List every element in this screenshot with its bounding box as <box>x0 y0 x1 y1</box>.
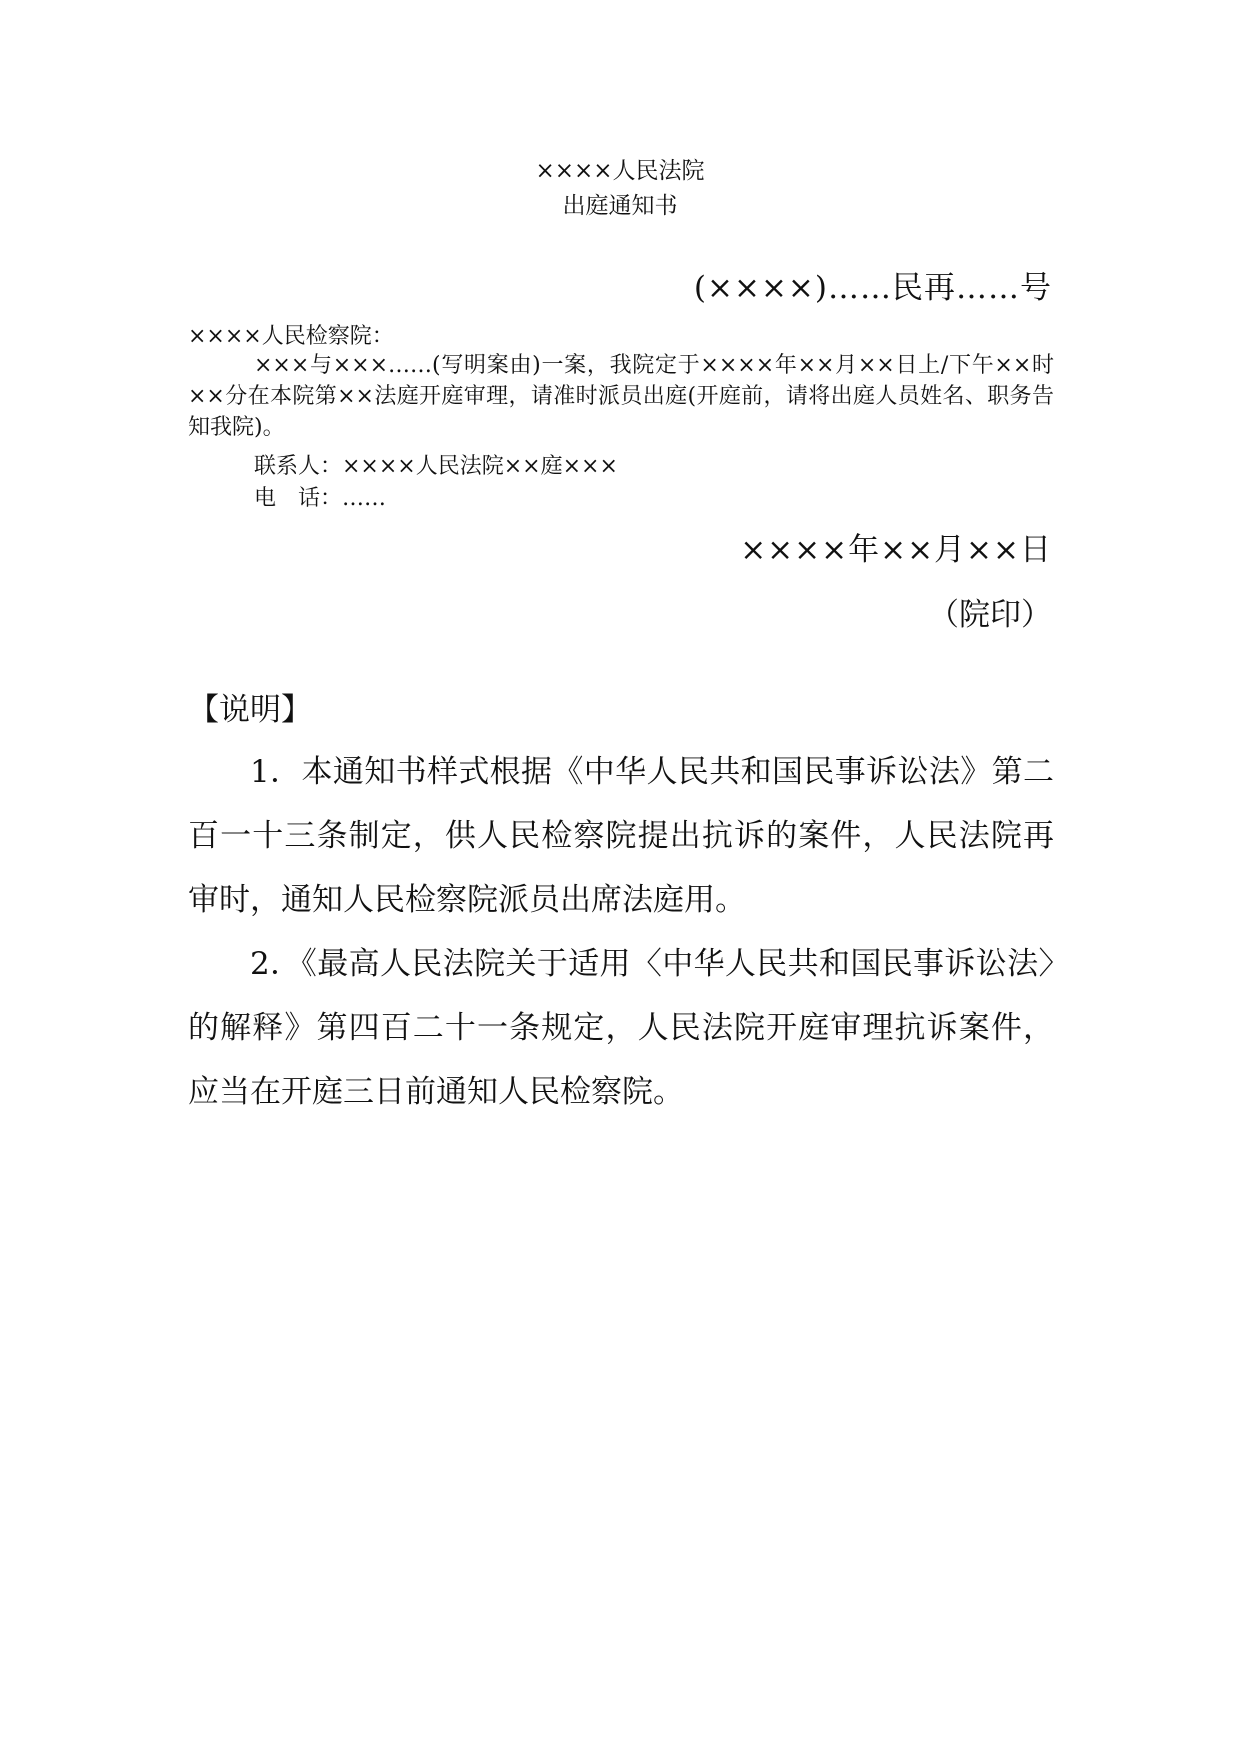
court-seal-placeholder: （院印） <box>928 597 1052 633</box>
issue-date: ××××年××月××日 <box>740 532 1052 568</box>
court-name: ××××人民法院 <box>535 158 705 184</box>
notes-heading: 【说明】 <box>188 692 312 728</box>
contact-phone: 电 话：…… <box>254 486 387 511</box>
contact-person: 联系人：××××人民法院××庭××× <box>254 454 618 479</box>
notice-body: ×××与×××……(写明案由)一案，我院定于××××年××月××日上/下午××时××分在本院第××法庭开庭审理，请准时派员出庭(开庭前，请将出庭人员姓名、职务告知我院)。 <box>188 353 1054 440</box>
addressee: ××××人民检察院： <box>188 324 394 349</box>
case-number: (××××)……民再……号 <box>693 270 1052 306</box>
note-item: 2．《最高人民法院关于适用〈中华人民共和国民事诉讼法〉的解释》第四百二十一条规定，人民法院开庭审理抗诉案件，应当在开庭三日前通知人民检察院。 <box>188 946 1054 1110</box>
document-title: 出庭通知书 <box>562 193 678 219</box>
note-item: 1．本通知书样式根据《中华人民共和国民事诉讼法》第二百一十三条制定，供人民检察院提出抗诉的案件，人民法院再审时，通知人民检察院派员出席法庭用。 <box>188 754 1054 918</box>
